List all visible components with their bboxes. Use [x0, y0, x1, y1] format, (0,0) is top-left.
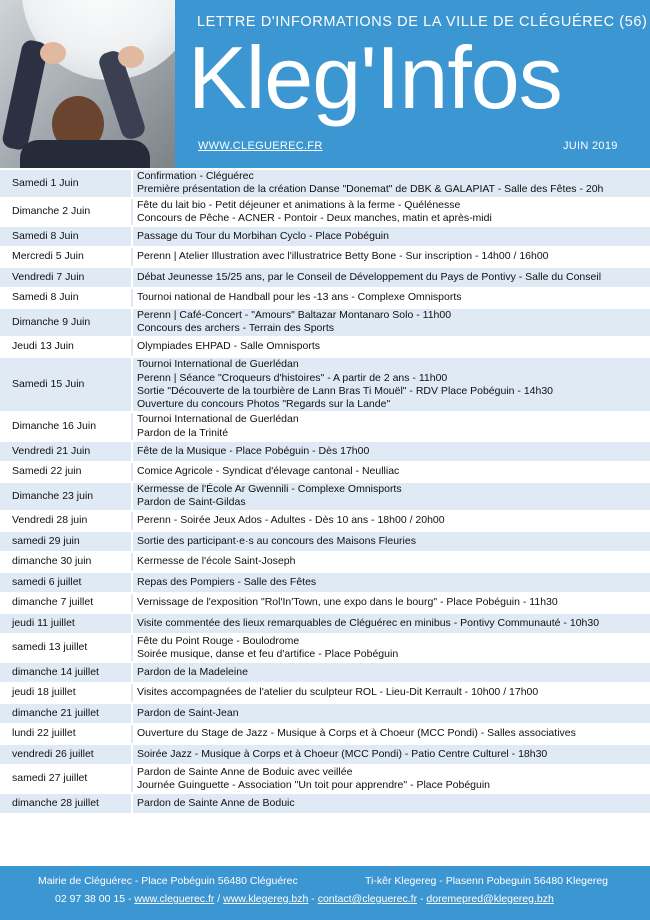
- event-activity-line: Pardon de Saint-Jean: [137, 706, 239, 719]
- event-activities: [132, 357, 650, 412]
- event-row: [0, 552, 650, 573]
- footer-address-br: Ti-kêr Klegereg - Plasenn Pobeguin 56480 Klegereg: [365, 875, 609, 887]
- event-date: jeudi 11 juillet: [0, 613, 132, 634]
- event-date: Samedi 8 Juin: [0, 288, 132, 309]
- event-date: dimanche 30 juin: [0, 552, 132, 573]
- event-date: Mercredi 5 Juin: [0, 247, 132, 268]
- event-date: Dimanche 16 Juin: [0, 412, 132, 441]
- event-activity-line: Comice Agricole - Syndicat d'élevage cantonal - Neulliac: [137, 465, 400, 478]
- event-row: [0, 531, 650, 552]
- event-activities: [132, 482, 650, 511]
- footer-email-fr-link[interactable]: contact@cleguerec.fr: [317, 893, 418, 905]
- event-activities: [132, 662, 650, 683]
- event-activities: [132, 593, 650, 614]
- event-activity-line: Perenn - Soirée Jeux Ados - Adultes - Dès 10 ans - 18h00 / 20h00: [137, 514, 445, 527]
- event-activities: [132, 247, 650, 268]
- event-date: samedi 13 juillet: [0, 634, 132, 663]
- event-row: [0, 441, 650, 462]
- event-activities: [132, 724, 650, 745]
- event-activities: [132, 744, 650, 765]
- event-row: [0, 744, 650, 765]
- event-row: [0, 662, 650, 683]
- event-row: [0, 613, 650, 634]
- event-activities: [132, 613, 650, 634]
- footer: [0, 866, 650, 920]
- events-table-body: [0, 170, 650, 814]
- event-row: [0, 482, 650, 511]
- event-date: Samedi 1 Juin: [0, 170, 132, 198]
- event-date: samedi 27 juillet: [0, 765, 132, 794]
- event-row: [0, 412, 650, 441]
- event-activity-line: Pardon de Sainte Anne de Boduic: [137, 796, 295, 809]
- event-date: Vendredi 21 Juin: [0, 441, 132, 462]
- exercise-ball-image: [22, 0, 175, 80]
- event-activity-line: Kermesse de l'École Ar Gwennili - Complexe Omnisports: [137, 483, 402, 496]
- footer-separator: -: [125, 893, 135, 905]
- events-table: [0, 170, 650, 815]
- hand-image: [118, 46, 144, 68]
- newsletter-title: Kleg'Infos: [188, 28, 562, 127]
- event-activities: [132, 226, 650, 247]
- event-date: Samedi 8 Juin: [0, 226, 132, 247]
- footer-web-fr-link[interactable]: www.cleguerec.fr: [134, 893, 215, 905]
- event-activity-line: Soirée musique, danse et feu d'artifice - Place Pobéguin: [137, 647, 399, 660]
- event-activity-line: Vernissage de l'exposition "Rol'In'Town, une expo dans le bourg" - Place Pobéguin - 11h30: [137, 596, 558, 609]
- event-row: [0, 462, 650, 483]
- footer-separator: -: [417, 893, 427, 905]
- event-activity-line: Olympiades EHPAD - Salle Omnisports: [137, 340, 321, 353]
- header-photo: [0, 0, 175, 168]
- event-activity-line: Débat Jeunesse 15/25 ans, par le Conseil de Développement du Pays de Pontivy - Salle du Conseil: [137, 270, 602, 283]
- event-date: Samedi 22 juin: [0, 462, 132, 483]
- event-activities: [132, 765, 650, 794]
- header-banner: [0, 0, 650, 168]
- event-activity-line: Journée Guinguette - Association "Un toit pour apprendre" - Place Pobéguin: [137, 779, 491, 792]
- event-activity-line: Perenn | Café-Concert - "Amours" Baltazar Montanaro Solo - 11h00: [137, 309, 452, 322]
- event-activities: [132, 441, 650, 462]
- event-activity-line: Kermesse de l'école Saint-Joseph: [137, 555, 296, 568]
- event-row: [0, 703, 650, 724]
- event-activity-line: Perenn | Atelier Illustration avec l'illustratrice Betty Bone - Sur inscription - 14h00 / 16h00: [137, 250, 549, 263]
- website-link[interactable]: WWW.CLEGUEREC.FR: [198, 140, 323, 152]
- footer-email-br-link[interactable]: doremepred@klegereg.bzh: [426, 893, 554, 905]
- event-date: Dimanche 23 juin: [0, 482, 132, 511]
- event-activities: [132, 412, 650, 441]
- event-activity-line: Concours de Pêche - ACNER - Pontoir - Deux manches, matin et après-midi: [137, 211, 492, 224]
- event-activity-line: Pardon de Saint-Gildas: [137, 496, 246, 509]
- event-activities: [132, 531, 650, 552]
- event-row: [0, 288, 650, 309]
- event-date: jeudi 18 juillet: [0, 683, 132, 704]
- footer-address-fr: Mairie de Cléguérec - Place Pobéguin 56480 Cléguérec: [38, 875, 298, 887]
- event-activity-line: Repas des Pompiers - Salle des Fêtes: [137, 575, 317, 588]
- event-activities: [132, 634, 650, 663]
- event-activity-line: Pardon de la Madeleine: [137, 665, 248, 678]
- event-row: [0, 593, 650, 614]
- event-date: Vendredi 28 juin: [0, 511, 132, 532]
- event-date: Dimanche 9 Juin: [0, 308, 132, 337]
- event-date: lundi 22 juillet: [0, 724, 132, 745]
- event-activity-line: Visite commentée des lieux remarquables de Cléguérec en minibus - Pontivy Communauté - 10h30: [137, 616, 600, 629]
- event-activity-line: Pardon de la Trinité: [137, 426, 229, 439]
- event-row: [0, 170, 650, 198]
- event-activity-line: Soirée Jazz - Musique à Corps et à Choeur (MCC Pondi) - Patio Centre Culturel - 18h30: [137, 747, 548, 760]
- event-date: dimanche 28 juillet: [0, 793, 132, 814]
- event-date: Samedi 15 Juin: [0, 357, 132, 412]
- hand-image: [40, 42, 66, 64]
- event-activities: [132, 703, 650, 724]
- event-row: [0, 765, 650, 794]
- event-activity-line: Passage du Tour du Morbihan Cyclo - Place Pobéguin: [137, 229, 389, 242]
- event-activities: [132, 793, 650, 814]
- event-activity-line: Fête du lait bio - Petit déjeuner et animations à la ferme - Quélénesse: [137, 198, 461, 211]
- event-row: [0, 308, 650, 337]
- event-date: dimanche 21 juillet: [0, 703, 132, 724]
- event-activities: [132, 552, 650, 573]
- event-activity-line: Première présentation de la création Danse "Donemat" de DBK & GALAPIAT - Salle des Fêtes - 20h: [137, 183, 604, 196]
- event-date: Dimanche 2 Juin: [0, 198, 132, 227]
- footer-separator: -: [308, 893, 318, 905]
- event-activity-line: Visites accompagnées de l'atelier du sculpteur ROL - Lieu-Dit Kerrault - 10h00 / 17h00: [137, 686, 539, 699]
- event-activity-line: Ouverture du concours Photos "Regards sur la Lande": [137, 398, 391, 411]
- event-activities: [132, 337, 650, 358]
- event-activities: [132, 288, 650, 309]
- event-activity-line: Fête du Point Rouge - Boulodrome: [137, 634, 300, 647]
- event-date: samedi 6 juillet: [0, 572, 132, 593]
- event-activity-line: Tournoi International de Guerlédan: [137, 413, 299, 426]
- event-date: samedi 29 juin: [0, 531, 132, 552]
- event-activity-line: Sortie des participant·e·s au concours des Maisons Fleuries: [137, 534, 416, 547]
- event-date: dimanche 14 juillet: [0, 662, 132, 683]
- event-activity-line: Tournoi national de Handball pour les -13 ans - Complexe Omnisports: [137, 291, 462, 304]
- event-activity-line: Ouverture du Stage de Jazz - Musique à Corps et à Choeur (MCC Pondi) - Salles associatives: [137, 727, 576, 740]
- event-activities: [132, 267, 650, 288]
- newsletter-subtitle: LETTRE D'INFORMATIONS DE LA VILLE DE CLÉGUÉREC (56): [197, 14, 648, 30]
- event-activity-line: Tournoi International de Guerlédan: [137, 358, 299, 371]
- event-row: [0, 198, 650, 227]
- footer-phone: 02 97 38 00 15: [55, 893, 126, 905]
- event-activity-line: Perenn | Séance "Croqueurs d'histoires" - A partir de 2 ans - 11h00: [137, 371, 448, 384]
- event-activity-line: Pardon de Sainte Anne de Boduic avec veillée: [137, 765, 353, 778]
- event-activities: [132, 308, 650, 337]
- event-row: [0, 337, 650, 358]
- event-activity-line: Fête de la Musique - Place Pobéguin - Dès 17h00: [137, 444, 370, 457]
- event-row: [0, 511, 650, 532]
- footer-separator: /: [214, 893, 224, 905]
- event-activities: [132, 511, 650, 532]
- event-row: [0, 683, 650, 704]
- event-row: [0, 793, 650, 814]
- issue-date: JUIN 2019: [563, 140, 618, 152]
- event-activities: [132, 170, 650, 198]
- event-row: [0, 634, 650, 663]
- event-row: [0, 357, 650, 412]
- event-row: [0, 572, 650, 593]
- event-row: [0, 724, 650, 745]
- event-date: Jeudi 13 Juin: [0, 337, 132, 358]
- event-activities: [132, 198, 650, 227]
- event-activity-line: Sortie "Découverte de la tourbière de Lann Bras Ti Mouël" - RDV Place Pobéguin - 14h30: [137, 384, 554, 397]
- event-activities: [132, 683, 650, 704]
- footer-web-br-link[interactable]: www.klegereg.bzh: [223, 893, 309, 905]
- footer-contacts: [55, 893, 554, 905]
- body-image: [20, 140, 150, 168]
- event-row: [0, 226, 650, 247]
- event-activity-line: Confirmation - Cléguérec: [137, 170, 254, 182]
- event-date: Vendredi 7 Juin: [0, 267, 132, 288]
- event-row: [0, 267, 650, 288]
- event-date: dimanche 7 juillet: [0, 593, 132, 614]
- event-row: [0, 247, 650, 268]
- event-activities: [132, 462, 650, 483]
- event-date: vendredi 26 juillet: [0, 744, 132, 765]
- event-activities: [132, 572, 650, 593]
- event-activity-line: Concours des archers - Terrain des Sports: [137, 322, 335, 335]
